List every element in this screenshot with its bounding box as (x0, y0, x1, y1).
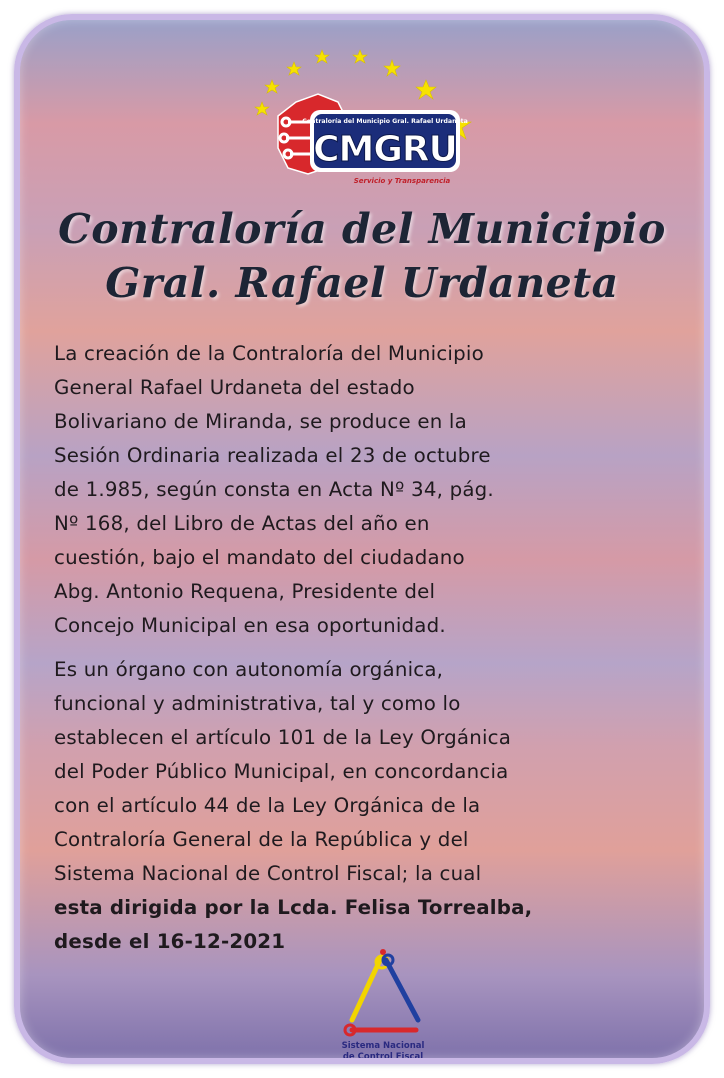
paragraph-line: Bolivariano de Miranda, se produce en la (54, 410, 467, 433)
triangle-keys-icon (345, 949, 418, 1035)
paragraph-line: de 1.985, según consta en Acta Nº 34, pág. (54, 478, 494, 501)
paragraph-line: del Poder Público Municipal, en concordancia (54, 760, 509, 783)
paragraph-line: con el artículo 44 de la Ley Orgánica de la (54, 794, 481, 817)
logo-slogan: Servicio y Transparencia (353, 177, 451, 185)
paragraph-line: Sesión Ordinaria realizada el 23 de octubre (54, 444, 491, 467)
cmgru-logo (252, 44, 492, 194)
paragraph-line: Nº 168, del Libro de Actas del año en (54, 512, 430, 535)
paragraph-line: funcional y administrativa, tal y como lo (54, 692, 461, 715)
footer-logo-line2: de Control Fiscal (342, 1052, 424, 1062)
paragraph-line: esta dirigida por la Lcda. Felisa Torrealba, (54, 896, 533, 919)
paragraph-line: establecen el artículo 101 de la Ley Orgánica (54, 726, 512, 749)
paragraph-line: Contraloría General de la República y del (54, 828, 469, 851)
paragraph-line: desde el 16-12-2021 (54, 930, 286, 953)
paragraph-line: Concejo Municipal en esa oportunidad. (54, 614, 446, 637)
paragraph-line: La creación de la Contraloría del Municipio (54, 342, 484, 365)
history-paragraph (54, 337, 680, 643)
paragraph-line: General Rafael Urdaneta del estado (54, 376, 415, 399)
page-title-line1: Contraloría del Municipio (58, 205, 666, 253)
logo-acronym: CMGRU (313, 129, 457, 170)
paragraph-line: Sistema Nacional de Control Fiscal; la cual (54, 862, 482, 885)
paragraph-line: Abg. Antonio Requena, Presidente del (54, 580, 436, 603)
paragraph-line: cuestión, bajo el mandato del ciudadano (54, 546, 465, 569)
autonomy-paragraph (54, 653, 680, 959)
page-title-line2: Gral. Rafael Urdaneta (105, 259, 619, 307)
sncf-logo (338, 948, 428, 1064)
logo-subtitle: Contraloría del Municipio Gral. Rafael Urdaneta (302, 118, 468, 125)
paragraph-line: Es un órgano con autonomía orgánica, (54, 658, 444, 681)
info-card (14, 14, 710, 1064)
footer-logo-line1: Sistema Nacional (341, 1041, 425, 1051)
